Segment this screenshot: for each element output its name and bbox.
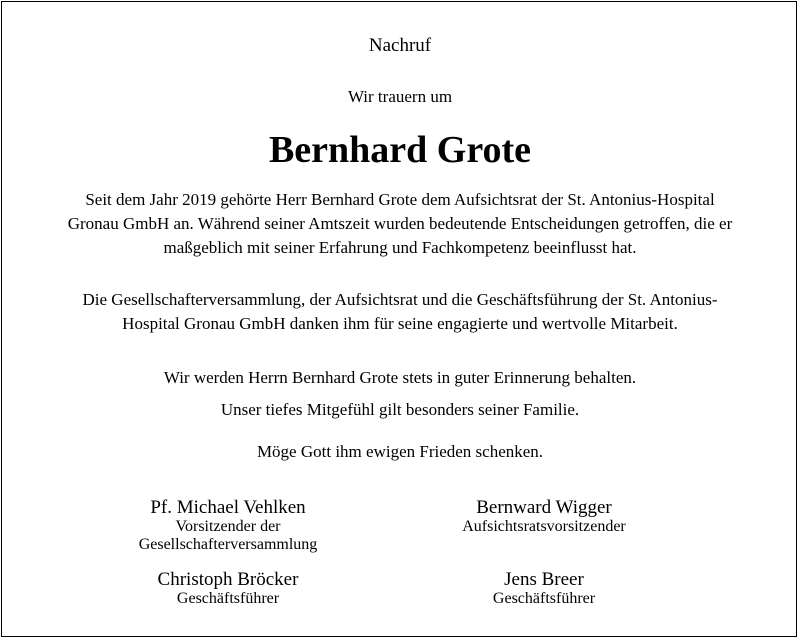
notice-heading: Nachruf — [368, 35, 432, 56]
signatory-name: Christoph Bröcker — [157, 569, 299, 590]
notice-intro: Wir trauern um — [347, 87, 453, 106]
thanks-paragraph: Die Gesellschafterversammlung, der Aufsichtsrat und die Geschäftsführung der St. Antonius-Hospital Gronau GmbH danken ihm für seine engagierte und wertvolle Mitarbeit. — [82, 290, 718, 333]
signatory-chair-shareholders — [78, 498, 378, 554]
condolence-line: Unser tiefes Mitgefühl gilt besonders seiner Familie. — [220, 400, 580, 419]
blessing-line: Möge Gott ihm ewigen Frieden schenken. — [256, 442, 544, 461]
signatory-role: Vorsitzender der Gesellschafterversammlung — [138, 518, 318, 553]
signatory-name: Pf. Michael Vehlken — [150, 497, 306, 518]
tribute-paragraph: Seit dem Jahr 2019 gehörte Herr Bernhard Grote dem Aufsichtsrat der St. Antonius-Hospital Gronau GmbH an. Während seiner Amtszeit wurden bedeutende Entscheidungen getroffen, die er maßgeblich mit seiner Erfahrung und Fachkompetenz beeinflusst hat. — [67, 190, 733, 257]
signatory-director-2 — [394, 570, 694, 608]
signatory-role: Geschäftsführer — [176, 590, 280, 607]
signatory-name: Bernward Wigger — [476, 497, 612, 518]
signatory-role: Aufsichtsratsvorsitzender — [462, 518, 626, 535]
signatory-role: Geschäftsführer — [492, 590, 596, 607]
signatory-director-1 — [78, 570, 378, 608]
remembrance-line: Wir werden Herrn Bernhard Grote stets in guter Erinnerung behalten. — [163, 368, 637, 387]
signatory-chair-board — [394, 498, 694, 536]
deceased-name: Bernhard Grote — [268, 129, 532, 171]
signatory-name: Jens Breer — [504, 569, 584, 590]
